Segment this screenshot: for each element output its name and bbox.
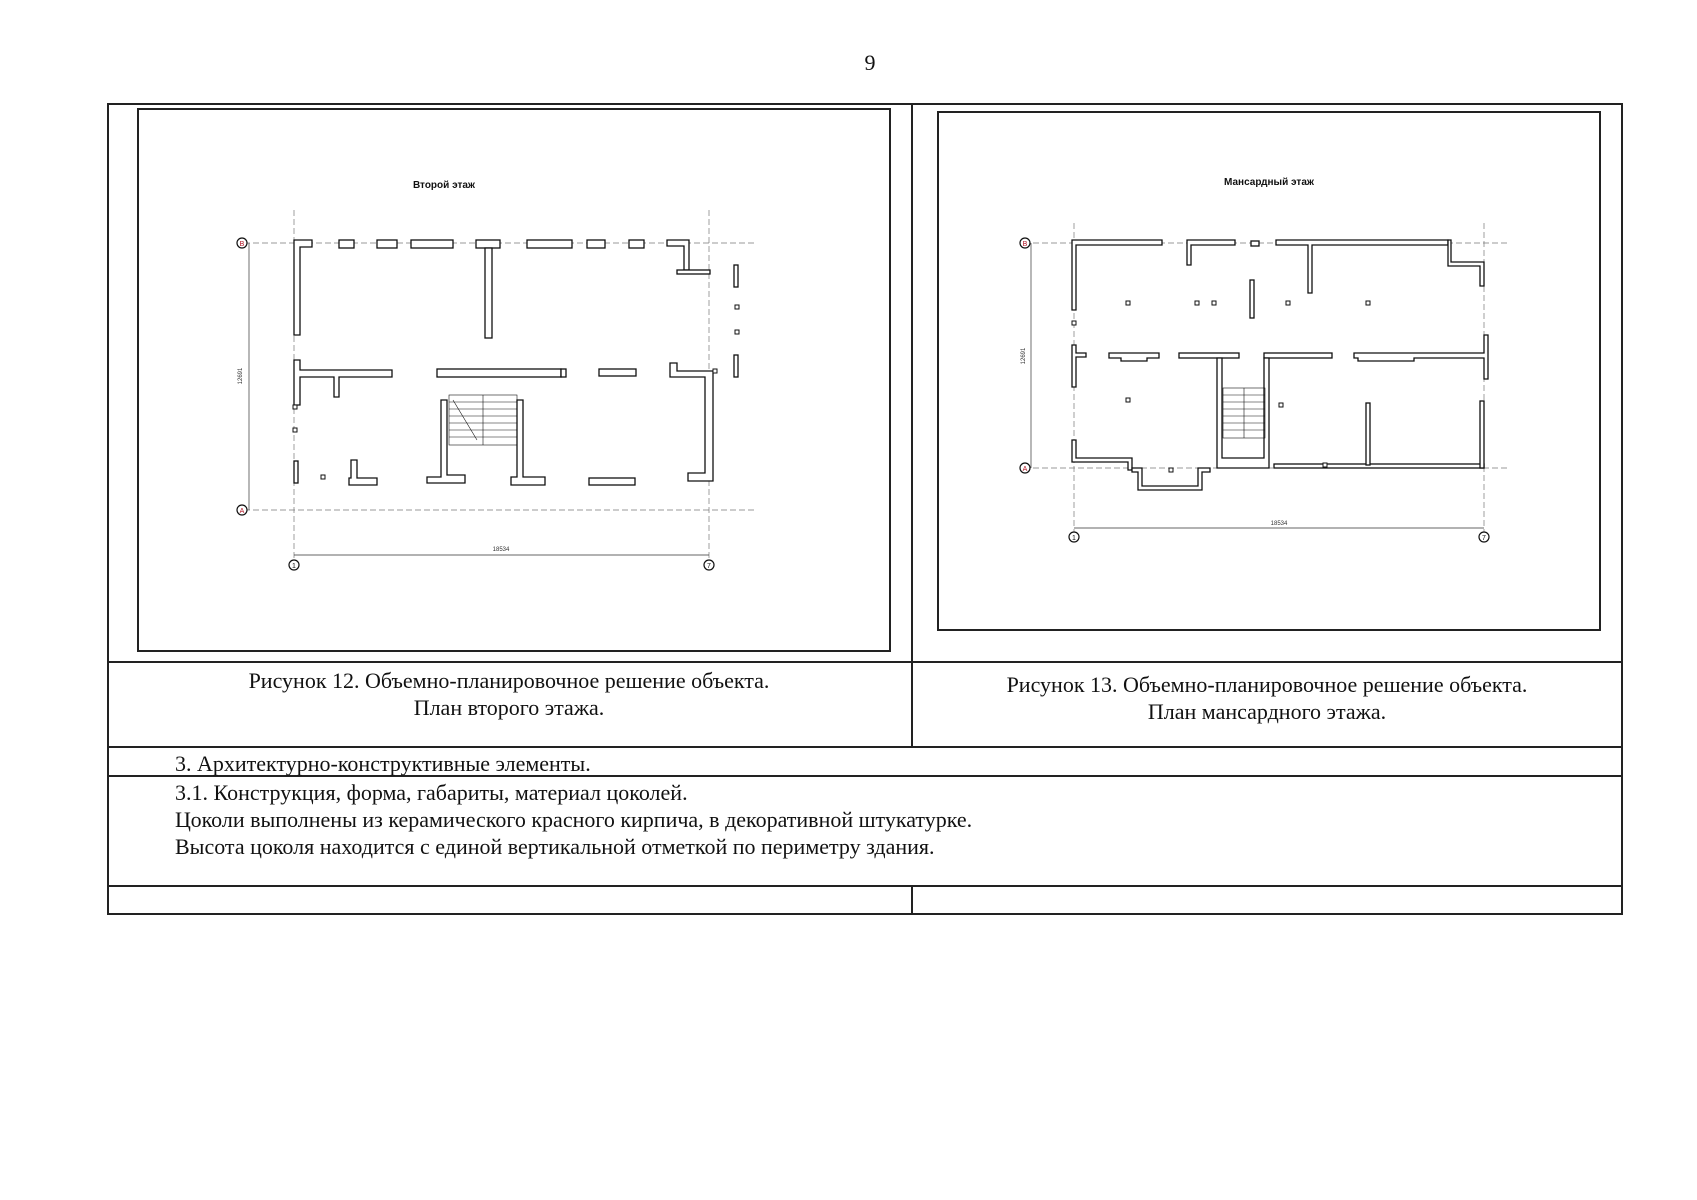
staircase <box>1223 388 1265 438</box>
row-separator-text <box>107 885 1623 887</box>
axis-label-top: В <box>1022 241 1028 248</box>
paragraph-line-1: Цоколи выполнены из керамического красного кирпича, в декоративной штукатурке. <box>175 807 973 832</box>
figure-12-plan <box>137 108 891 652</box>
caption-line-2: План второго этажа. <box>413 695 605 720</box>
floor-plan-second-floor <box>139 110 889 650</box>
axis-label-left: 1 <box>292 563 296 570</box>
axis-label-right: 7 <box>707 563 711 570</box>
floor-plan-attic <box>939 113 1599 629</box>
plan-title: Мансардный этаж <box>1224 177 1314 188</box>
page-number: 9 <box>864 50 876 75</box>
table-border-left <box>107 103 109 915</box>
walls <box>294 240 738 485</box>
figure-12-caption <box>107 667 911 721</box>
section-heading: 3. Архитектурно-конструктивные элементы. <box>175 751 591 776</box>
axis-label-top: В <box>239 241 245 248</box>
staircase <box>449 395 517 445</box>
table-border-bottom <box>107 913 1623 915</box>
axis-label-bottom: А <box>239 508 245 515</box>
axis-label-left: 1 <box>1072 535 1076 542</box>
table-border-top <box>107 103 1623 105</box>
axis-label-right: 7 <box>1482 535 1486 542</box>
figure-13-caption <box>913 671 1621 725</box>
row-separator-figures <box>107 661 1623 663</box>
document-table <box>107 103 1623 915</box>
row-separator-captions <box>107 746 1623 748</box>
paragraph-line-2: Высота цоколя находится с единой вертикальной отметкой по периметру здания. <box>175 834 935 859</box>
table-column-divider-bottom <box>911 885 913 915</box>
table-column-divider <box>911 103 913 748</box>
table-border-right <box>1621 103 1623 915</box>
dimension-width: 18534 <box>1270 521 1288 527</box>
caption-line-1: Рисунок 12. Объемно-планировочное решение объекта. <box>248 668 770 693</box>
walls <box>1072 240 1488 490</box>
axis-label-bottom: А <box>1022 466 1028 473</box>
caption-line-1: Рисунок 13. Объемно-планировочное решение объекта. <box>1006 672 1528 697</box>
dimension-width: 18534 <box>492 547 510 553</box>
dimension-height: 12691 <box>1021 347 1027 365</box>
subsection-heading: 3.1. Конструкция, форма, габариты, материал цоколей. <box>175 780 688 805</box>
figure-13-plan <box>937 111 1601 631</box>
caption-line-2: План мансардного этажа. <box>1147 699 1387 724</box>
dimension-height: 12691 <box>238 367 244 385</box>
plan-title: Второй этаж <box>412 180 476 191</box>
